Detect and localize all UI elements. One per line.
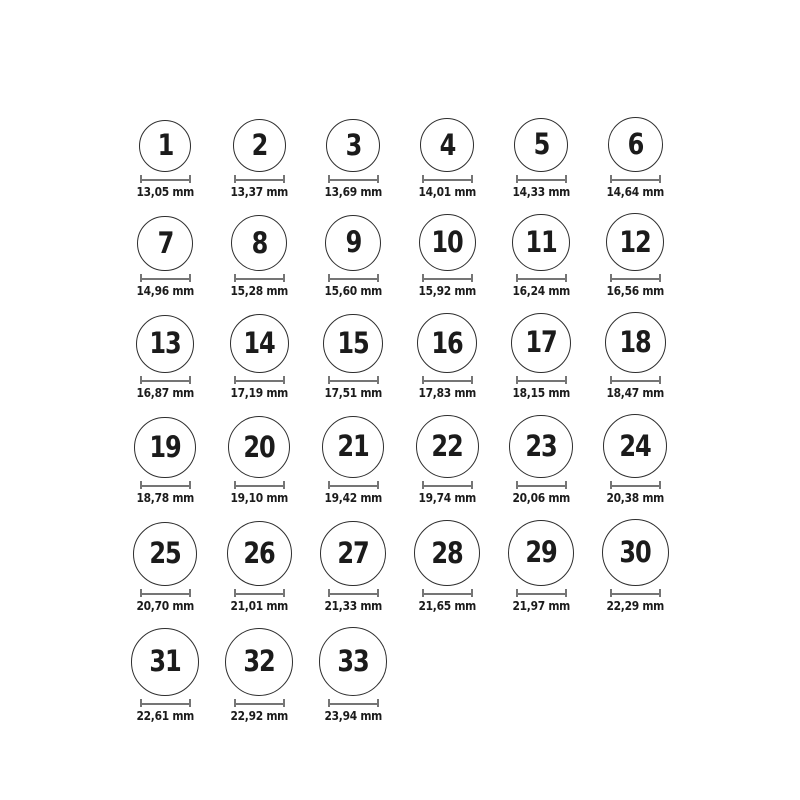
diameter-measure-line	[422, 481, 473, 489]
ring-size-number: 8	[251, 225, 267, 260]
ring-size-cell	[400, 415, 494, 503]
ring-size-cell	[588, 519, 682, 611]
ring-size-number: 10	[431, 225, 463, 259]
diameter-measure-line	[140, 175, 191, 183]
diameter-label: 16,24 mm	[512, 283, 570, 298]
ring-size-cell	[306, 119, 400, 198]
diameter-label: 14,33 mm	[512, 184, 570, 199]
diameter-label: 13,05 mm	[136, 184, 194, 199]
diameter-measure-line	[328, 376, 379, 384]
diameter-label: 17,83 mm	[418, 385, 476, 400]
ring-size-cell	[118, 522, 212, 612]
ring-circle	[417, 313, 477, 373]
ring-size-cell	[306, 627, 400, 721]
ring-size-cell	[588, 414, 682, 503]
ring-size-cell	[306, 521, 400, 612]
diameter-measure-line	[610, 481, 661, 489]
ring-size-number: 15	[337, 325, 369, 360]
ring-circle	[325, 215, 382, 272]
ring-circle	[326, 119, 380, 173]
diameter-label: 15,60 mm	[324, 283, 382, 298]
ring-circle	[137, 216, 193, 272]
ring-circle	[320, 521, 386, 587]
ring-size-number: 13	[149, 326, 181, 361]
ring-circle	[136, 315, 195, 374]
ring-size-number: 6	[627, 127, 643, 161]
ring-circle	[322, 416, 385, 479]
diameter-measure-line	[516, 481, 567, 489]
ring-size-cell	[118, 120, 212, 198]
diameter-measure-line	[610, 589, 661, 597]
ring-size-cell	[212, 521, 306, 611]
diameter-measure-line	[140, 481, 191, 489]
ring-size-cell	[494, 520, 588, 612]
diameter-label: 13,69 mm	[324, 184, 382, 199]
ring-circle	[233, 119, 286, 172]
diameter-label: 13,37 mm	[230, 184, 288, 199]
ring-circle	[514, 118, 569, 173]
diameter-measure-line	[328, 175, 379, 183]
ring-circle	[416, 415, 479, 478]
ring-size-number: 30	[619, 535, 651, 569]
ring-size-number: 23	[525, 428, 557, 463]
diameter-label: 19,74 mm	[418, 490, 476, 505]
ring-size-cell	[494, 415, 588, 504]
diameter-label: 23,94 mm	[324, 707, 382, 723]
ring-size-number: 1	[157, 128, 173, 163]
ring-size-number: 21	[337, 429, 369, 464]
ring-size-number: 28	[431, 535, 463, 570]
ring-size-number: 33	[337, 643, 369, 678]
ring-circle	[134, 417, 196, 479]
diameter-label: 16,87 mm	[136, 385, 194, 400]
diameter-label: 18,47 mm	[606, 385, 664, 400]
ring-size-number: 27	[337, 535, 369, 570]
ring-size-cell	[494, 118, 588, 198]
ring-size-cell	[588, 117, 682, 197]
diameter-measure-line	[516, 589, 567, 597]
diameter-label: 15,28 mm	[230, 283, 288, 298]
diameter-label: 19,10 mm	[230, 490, 288, 505]
ring-circle	[225, 628, 293, 696]
diameter-label: 14,01 mm	[418, 184, 476, 199]
diameter-label: 16,56 mm	[606, 283, 664, 298]
ring-size-number: 7	[157, 225, 173, 260]
diameter-measure-line	[328, 481, 379, 489]
ring-circle	[323, 314, 383, 374]
diameter-label: 18,15 mm	[512, 385, 570, 400]
diameter-label: 22,61 mm	[136, 707, 194, 723]
diameter-measure-line	[516, 376, 567, 384]
diameter-label: 21,33 mm	[324, 598, 382, 613]
ring-size-cell	[118, 315, 212, 399]
diameter-measure-line	[140, 589, 191, 597]
ring-size-number: 26	[243, 536, 275, 570]
diameter-measure-line	[422, 175, 473, 183]
ring-size-number: 2	[251, 128, 267, 162]
diameter-measure-line	[610, 175, 661, 183]
diameter-label: 17,19 mm	[230, 385, 288, 400]
ring-size-number: 9	[345, 225, 361, 260]
diameter-measure-line	[422, 376, 473, 384]
ring-size-cell	[118, 417, 212, 504]
ring-size-cell	[306, 314, 400, 399]
diameter-measure-line	[234, 175, 285, 183]
ring-size-number: 12	[619, 224, 651, 259]
ring-circle	[131, 628, 199, 696]
ring-circle	[608, 117, 663, 172]
diameter-label: 22,29 mm	[606, 598, 664, 613]
diameter-label: 21,97 mm	[512, 598, 570, 613]
ring-circle	[605, 312, 666, 373]
ring-circle	[139, 120, 192, 173]
diameter-label: 22,92 mm	[230, 707, 288, 723]
ring-size-cell	[212, 119, 306, 197]
ring-size-number: 5	[533, 127, 549, 162]
ring-circle	[133, 522, 198, 587]
ring-size-number: 24	[619, 428, 651, 463]
diameter-measure-line	[610, 376, 661, 384]
ring-size-number: 19	[149, 429, 181, 464]
ring-size-cell	[588, 213, 682, 296]
ring-size-number: 25	[149, 536, 181, 571]
ring-circle	[420, 118, 474, 172]
diameter-measure-line	[234, 376, 285, 384]
diameter-label: 18,78 mm	[136, 490, 194, 505]
ring-size-cell	[400, 313, 494, 398]
ring-circle	[508, 520, 575, 587]
diameter-label: 17,51 mm	[324, 385, 382, 400]
diameter-label: 21,01 mm	[230, 598, 288, 613]
diameter-measure-line	[234, 699, 285, 707]
ring-size-cell	[494, 214, 588, 297]
ring-size-cell	[306, 215, 400, 297]
diameter-label: 20,06 mm	[512, 490, 570, 505]
diameter-measure-line	[328, 274, 379, 282]
diameter-measure-line	[328, 699, 379, 707]
diameter-label: 14,64 mm	[606, 184, 664, 199]
ring-size-number: 11	[525, 224, 557, 259]
ring-size-cell	[212, 314, 306, 398]
ring-size-cell	[212, 628, 306, 721]
ring-size-number: 31	[149, 644, 181, 679]
ring-circle	[511, 313, 572, 374]
ring-size-number: 17	[525, 325, 557, 360]
diameter-measure-line	[610, 274, 661, 282]
ring-size-number: 29	[525, 535, 557, 570]
ring-size-cell	[400, 520, 494, 611]
diameter-measure-line	[422, 589, 473, 597]
ring-size-number: 22	[431, 429, 463, 463]
ring-size-cell	[212, 416, 306, 503]
ring-circle	[414, 520, 480, 586]
ring-circle	[419, 214, 476, 271]
ring-circle	[509, 415, 573, 479]
ring-size-number: 20	[243, 429, 275, 464]
diameter-label: 21,65 mm	[418, 598, 476, 613]
diameter-label: 19,42 mm	[324, 490, 382, 505]
ring-size-cell	[400, 214, 494, 296]
ring-size-cell	[118, 628, 212, 721]
diameter-measure-line	[234, 274, 285, 282]
ring-circle	[231, 215, 287, 271]
ring-circle	[602, 519, 669, 586]
ring-circle	[228, 416, 290, 478]
ring-size-cell	[588, 312, 682, 398]
diameter-measure-line	[422, 274, 473, 282]
diameter-measure-line	[328, 589, 379, 597]
ring-size-cell	[118, 216, 212, 297]
diameter-measure-line	[516, 175, 567, 183]
ring-size-cell	[400, 118, 494, 197]
ring-circle	[603, 414, 667, 478]
ring-size-number: 4	[439, 127, 455, 162]
ring-size-cell	[306, 416, 400, 504]
ring-size-number: 32	[243, 644, 275, 678]
ring-circle	[606, 213, 664, 271]
diameter-label: 20,38 mm	[606, 490, 664, 505]
diameter-label: 15,92 mm	[418, 283, 476, 298]
ring-circle	[319, 627, 388, 696]
ring-circle	[230, 314, 289, 373]
ring-size-number: 14	[243, 326, 275, 360]
ring-circle	[512, 214, 570, 272]
diameter-measure-line	[140, 376, 191, 384]
diameter-measure-line	[516, 274, 567, 282]
diameter-label: 14,96 mm	[136, 283, 194, 298]
diameter-label: 20,70 mm	[136, 598, 194, 613]
ring-size-cell	[212, 215, 306, 296]
ring-size-cell	[494, 313, 588, 399]
diameter-measure-line	[140, 274, 191, 282]
diameter-measure-line	[234, 589, 285, 597]
ring-circle	[227, 521, 292, 586]
diameter-measure-line	[140, 699, 191, 707]
ring-size-number: 3	[345, 127, 361, 162]
ring-size-number: 18	[619, 325, 651, 359]
diameter-measure-line	[234, 481, 285, 489]
ring-size-number: 16	[431, 325, 463, 360]
